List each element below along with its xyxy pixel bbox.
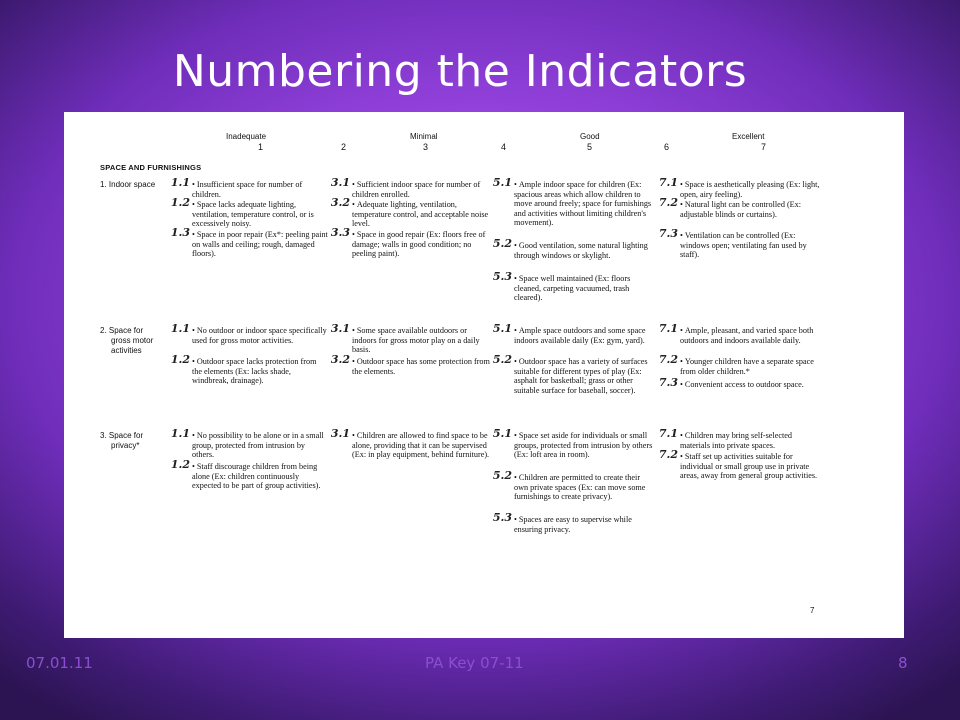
indicator-text: Some space available outdoors or indoors for gross motor play on a daily basis. (352, 326, 480, 354)
indicator-number: 3.3 (330, 226, 350, 239)
indicator-1-2: 1.2 • Staff discourage children from being alone (Ex: children continuously expected to be part of group activities). (170, 458, 321, 490)
indicator-number: 1.2 (170, 353, 190, 366)
indicator-7-1: 7.1 • Ample, pleasant, and varied space both outdoors and indoors available daily. (658, 322, 814, 345)
indicator-1-2: 1.2 • Space lacks adequate lighting, ventilation, temperature control, or is excessively noisy. (170, 196, 314, 228)
indicator-5-1: 5.1 • Space set aside for individuals or small groups, protected from intrusion by others (Ex: loft area in room). (492, 427, 653, 459)
indicator-7-2: 7.2 • Natural light can be controlled (Ex: adjustable blinds or curtains). (658, 196, 802, 219)
indicator-text: Outdoor space has some protection from the elements. (352, 357, 490, 376)
indicator-number: 3.1 (330, 322, 350, 335)
item-name-line: gross motor (111, 336, 154, 345)
indicator-text: Convenient access to outdoor space. (684, 380, 804, 389)
indicator-number: 5.1 (492, 322, 512, 335)
indicator-1-1: 1.1 • No possibility to be alone or in a small group, protected from intrusion by others. (170, 427, 324, 459)
scale-label-minimal: Minimal (410, 132, 438, 141)
indicator-number: 3.1 (330, 427, 350, 440)
indicator-7-1: 7.1 • Space is aesthetically pleasing (Ex: light, open, airy feeling). (658, 176, 820, 199)
scale-number-6: 6 (664, 142, 670, 152)
indicator-5-2: 5.2 • Children are permitted to create their own private spaces (Ex: can move some furnishings to create privacy). (492, 469, 646, 501)
indicator-text: Space in poor repair (Ex*: peeling paint on walls and ceiling; rough, damaged floors). (192, 230, 328, 258)
item-name-line: activities (111, 346, 142, 355)
indicator-number: 1.3 (170, 226, 190, 239)
indicator-5-3: 5.3 • Space well maintained (Ex: floors cleaned, carpeting vacuumed, trash cleared). (492, 270, 631, 302)
indicator-3-1: 3.1 • Children are allowed to find space to be alone, providing that it can be supervised (Ex: in play equipment, behind furniture). (330, 427, 490, 459)
indicator-7-3: 7.3 • Convenient access to outdoor space. (658, 376, 804, 389)
item-name-privacy (100, 431, 143, 451)
indicator-text: Children are permitted to create their own private spaces (Ex: can move some furnishings to create privacy). (514, 473, 646, 501)
indicator-3-3: 3.3 • Space in good repair (Ex: floors free of damage; walls in good condition; no peeling paint). (330, 226, 486, 258)
footer-page-number: 8 (898, 654, 908, 672)
indicator-text: Natural light can be controlled (Ex: adjustable blinds or curtains). (680, 200, 802, 219)
indicator-text: Insufficient space for number of children. (192, 180, 303, 199)
indicator-number: 7.2 (658, 196, 678, 209)
indicator-text: Sufficient indoor space for number of children enrolled. (352, 180, 481, 199)
indicator-text: Spaces are easy to supervise while ensuring privacy. (514, 515, 632, 534)
indicator-number: 1.2 (170, 458, 190, 471)
indicator-3-1: 3.1 • Sufficient indoor space for number of children enrolled. (330, 176, 481, 199)
indicator-text: Good ventilation, some natural lighting through windows or skylight. (514, 241, 648, 260)
indicator-text: Space well maintained (Ex: floors cleaned, carpeting vacuumed, trash cleared). (514, 274, 631, 302)
indicator-text: Staff set up activities suitable for individual or small group use in private areas, away from general group activities. (680, 452, 818, 480)
indicator-7-2: 7.2 • Staff set up activities suitable for individual or small group use in private areas, away from general group activities. (658, 448, 818, 480)
scale-label-inadequate: Inadequate (226, 132, 267, 141)
indicator-5-1: 5.1 • Ample indoor space for children (Ex: spacious areas which allow children to move around freely; space for furnishings and activities without limiting children's movement). (492, 176, 652, 227)
scale-number-5: 5 (587, 142, 593, 152)
indicator-1-2: 1.2 • Outdoor space lacks protection from the elements (Ex: lacks shade, windbreak, drainage). (170, 353, 317, 385)
scale-number-3: 3 (423, 142, 429, 152)
indicator-text: Children may bring self-selected materials into private spaces. (680, 431, 792, 450)
scale-number-2: 2 (341, 142, 347, 152)
indicator-number: 1.2 (170, 196, 190, 209)
indicator-number: 5.2 (492, 469, 512, 482)
item-name-gross-motor (100, 326, 153, 356)
indicator-7-1: 7.1 • Children may bring self-selected materials into private spaces. (658, 427, 792, 450)
scale-label-excellent: Excellent (732, 132, 765, 141)
indicator-5-3: 5.3 • Spaces are easy to supervise while ensuring privacy. (492, 511, 632, 534)
scale-number-4: 4 (501, 142, 507, 152)
indicator-text: Children are allowed to find space to be alone, providing that it can be supervised (Ex: in play equipment, behind furniture). (352, 431, 490, 459)
indicator-text: Space is aesthetically pleasing (Ex: light, open, airy feeling). (680, 180, 820, 199)
footer-center-text: PA Key 07-11 (425, 654, 524, 672)
indicator-text: Ventilation can be controlled (Ex: windows open; ventilating fan used by staff). (680, 231, 807, 259)
indicator-number: 3.2 (330, 196, 350, 209)
indicator-3-1: 3.1 • Some space available outdoors or indoors for gross motor play on a daily basis. (330, 322, 480, 354)
indicator-number: 5.3 (492, 511, 512, 524)
indicator-3-2: 3.2 • Adequate lighting, ventilation, temperature control, and acceptable noise level. (330, 196, 489, 228)
indicator-text: Space lacks adequate lighting, ventilation, temperature control, or is excessively noisy. (192, 200, 314, 228)
indicator-number: 7.2 (658, 448, 678, 461)
item-name-line: 2. Space for (100, 326, 144, 335)
indicator-text: Ample indoor space for children (Ex: spacious areas which allow children to move around freely; space for furnishings and activities without limiting children's movement). (514, 180, 652, 227)
indicator-text: Ample space outdoors and some space indoors available daily (Ex: gym, yard). (514, 326, 646, 345)
indicator-number: 7.2 (658, 353, 678, 366)
indicator-number: 7.1 (658, 322, 678, 335)
footer-date: 07.01.11 (26, 654, 93, 672)
item-name-line: 1. Indoor space (100, 180, 156, 189)
scale-number-1: 1 (258, 142, 264, 152)
indicator-text: Space in good repair (Ex: floors free of damage; walls in good condition; no peeling paint). (352, 230, 486, 258)
indicator-text: No outdoor or indoor space specifically used for gross motor activities. (192, 326, 327, 345)
indicator-text: Younger children have a separate space from older children.* (680, 357, 814, 376)
indicator-number: 7.3 (658, 227, 678, 240)
indicator-text: No possibility to be alone or in a small group, protected from intrusion by others. (192, 431, 324, 459)
indicator-number: 1.1 (170, 322, 190, 335)
scale-label-good: Good (580, 132, 600, 141)
item-name-line: privacy* (111, 441, 140, 450)
indicator-number: 5.3 (492, 270, 512, 283)
slide-title: Numbering the Indicators (172, 46, 748, 97)
indicator-number: 1.1 (170, 427, 190, 440)
indicator-number: 1.1 (170, 176, 190, 189)
rating-scale-document (64, 112, 904, 638)
indicator-text: Staff discourage children from being alone (Ex: children continuously expected to be part of group activities). (192, 462, 321, 490)
indicator-text: Space set aside for individuals or small groups, protected from intrusion by others (Ex: loft area in room). (514, 431, 653, 459)
indicator-number: 7.3 (658, 376, 678, 389)
indicator-text: Adequate lighting, ventilation, temperature control, and acceptable noise level. (352, 200, 489, 228)
indicator-5-2: 5.2 • Good ventilation, some natural lighting through windows or skylight. (492, 237, 648, 260)
document-page-number: 7 (810, 606, 815, 615)
indicator-1-1: 1.1 • No outdoor or indoor space specifically used for gross motor activities. (170, 322, 327, 345)
item-name-indoor-space (100, 180, 155, 190)
indicator-1-1: 1.1 • Insufficient space for number of children. (170, 176, 303, 199)
indicator-text: Outdoor space lacks protection from the elements (Ex: lacks shade, windbreak, drainage). (192, 357, 317, 385)
indicator-7-3: 7.3 • Ventilation can be controlled (Ex: windows open; ventilating fan used by staff). (658, 227, 807, 259)
indicator-3-2: 3.2 • Outdoor space has some protection from the elements. (330, 353, 490, 376)
indicator-number: 3.1 (330, 176, 350, 189)
indicator-text: Outdoor space has a variety of surfaces suitable for different types of play (Ex: asphalt for basketball; grass or other suitable surface for baseball, soccer). (514, 357, 648, 395)
indicator-number: 5.2 (492, 237, 512, 250)
indicator-number: 5.2 (492, 353, 512, 366)
scale-number-7: 7 (761, 142, 767, 152)
indicator-number: 7.1 (658, 427, 678, 440)
indicator-5-1: 5.1 • Ample space outdoors and some space indoors available daily (Ex: gym, yard). (492, 322, 646, 345)
indicator-1-3: 1.3 • Space in poor repair (Ex*: peeling paint on walls and ceiling; rough, damaged floors). (170, 226, 328, 258)
item-name-line: 3. Space for (100, 431, 144, 440)
indicator-number: 5.1 (492, 427, 512, 440)
indicator-5-2: 5.2 • Outdoor space has a variety of surfaces suitable for different types of play (Ex: asphalt for basketball; grass or other suitable surface for baseball, soccer). (492, 353, 648, 395)
indicator-number: 3.2 (330, 353, 350, 366)
indicator-7-2: 7.2 • Younger children have a separate space from older children.* (658, 353, 814, 376)
indicator-number: 7.1 (658, 176, 678, 189)
indicator-number: 5.1 (492, 176, 512, 189)
indicator-text: Ample, pleasant, and varied space both outdoors and indoors available daily. (680, 326, 814, 345)
section-title: SPACE AND FURNISHINGS (100, 163, 202, 172)
